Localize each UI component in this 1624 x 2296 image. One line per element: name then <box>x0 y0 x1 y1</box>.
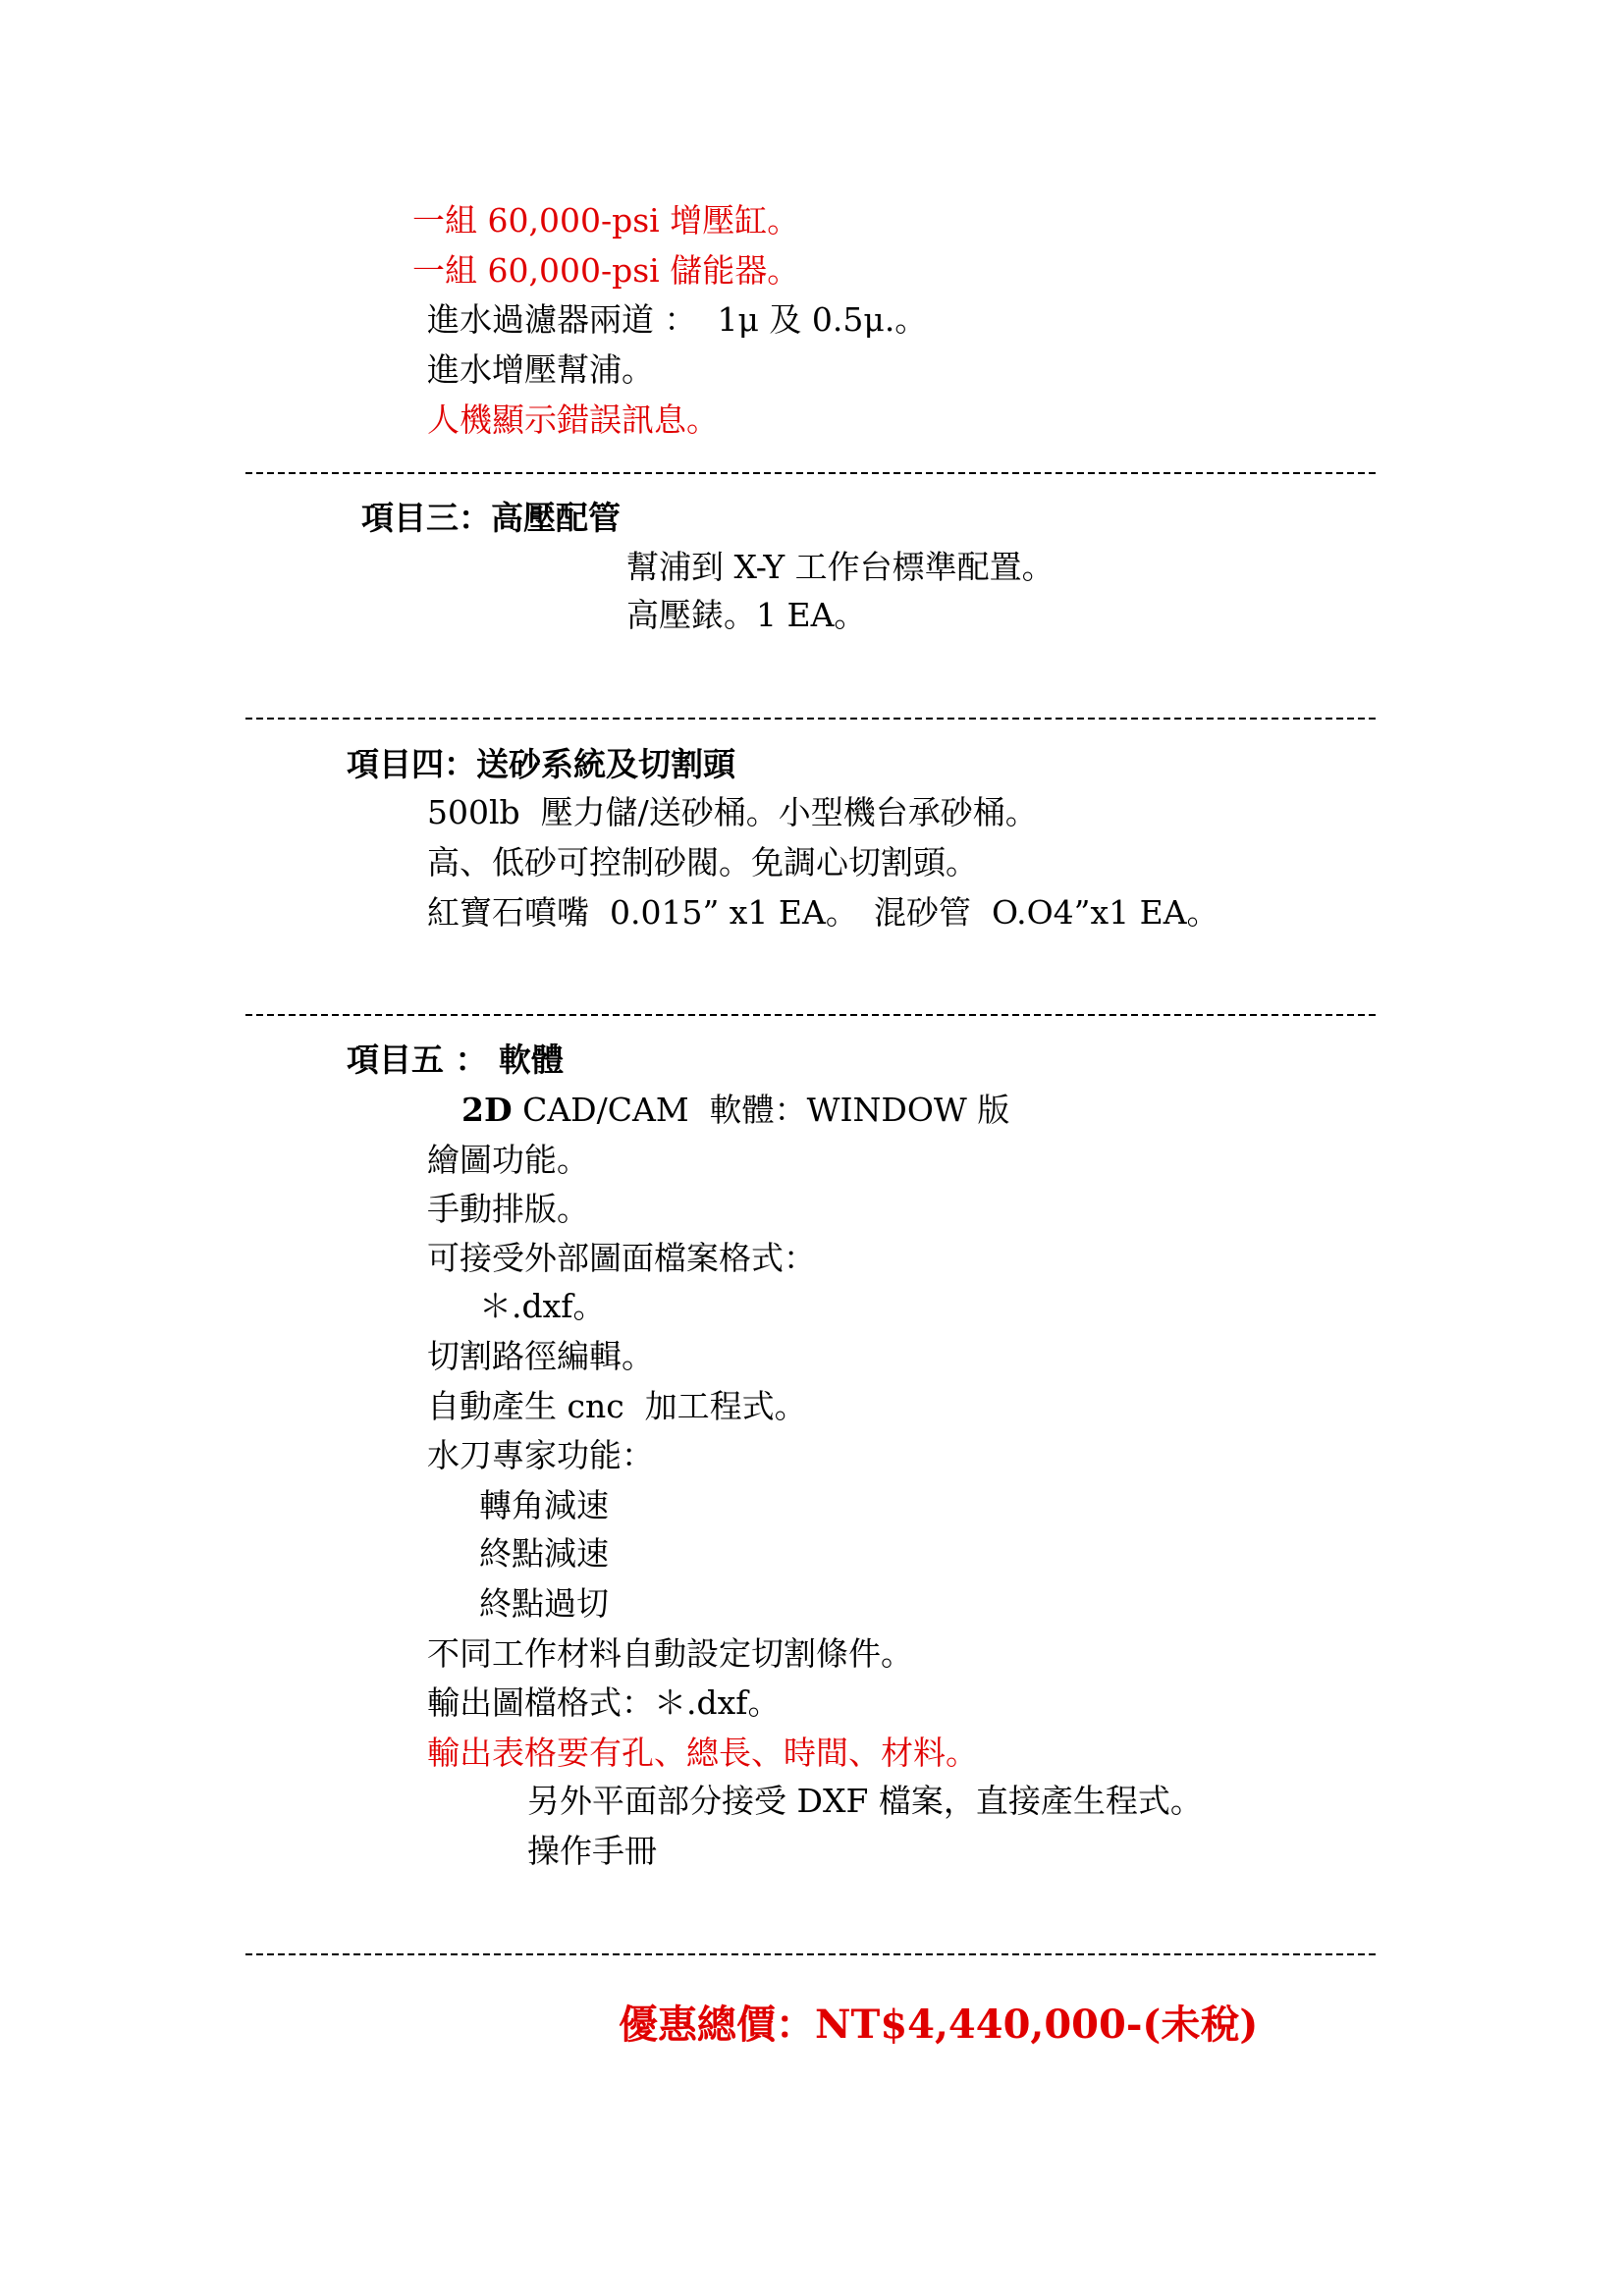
software-rest: CAD/CAM 軟體：WINDOW 版 <box>512 1091 1010 1129</box>
section5-dxf-direct: 另外平面部分接受 DXF 檔案，直接產生程式。 <box>527 1782 1203 1820</box>
section-divider <box>245 718 1378 720</box>
pump-filter: 進水過濾器兩道 ： 1μ 及 0.5μ.。 <box>427 300 928 339</box>
section4-item: 500lb 壓力儲/送砂桶。小型機台承砂桶。 <box>427 793 1038 831</box>
pump-intensifier: 一組 60,000-psi 增壓缸。 <box>412 201 800 240</box>
section-divider <box>245 472 1378 474</box>
section-divider <box>245 1953 1378 1955</box>
section5-export-format: 輸出圖檔格式：＊.dxf。 <box>427 1683 781 1722</box>
section5-expert-item: 終點過切 <box>479 1584 609 1623</box>
section5-expert: 水刀專家功能： <box>427 1436 654 1474</box>
section5-nesting: 手動排版。 <box>427 1190 589 1228</box>
section5-export-table: 輸出表格要有孔、總長、時間、材料。 <box>427 1734 978 1772</box>
section5-import-formats: 可接受外部圖面檔案格式： <box>427 1239 816 1277</box>
section5-drawing: 繪圖功能。 <box>427 1141 589 1179</box>
section5-title: 項目五 ： 軟體 <box>347 1041 564 1079</box>
pump-booster: 進水增壓幫浦。 <box>427 350 654 389</box>
section3-item: 高壓錶。1 EA。 <box>626 596 867 634</box>
section4-title: 項目四：送砂系統及切割頭 <box>347 745 735 783</box>
pump-hmi: 人機顯示錯誤訊息。 <box>427 400 719 439</box>
total-price: 優惠總價：NT$4,440,000-(未稅) <box>619 2002 1259 2048</box>
section4-mixing-tube: 混砂管 O.O4”x1 EA。 <box>874 893 1219 932</box>
section4-nozzle: 紅寶石噴嘴 0.015” x1 EA。 <box>427 893 858 932</box>
section5-material-auto: 不同工作材料自動設定切割條件。 <box>427 1634 913 1673</box>
section5-manual: 操作手冊 <box>527 1832 657 1870</box>
software-bold-prefix: 2D <box>461 1091 513 1129</box>
section5-cnc-gen: 自動產生 cnc 加工程式。 <box>427 1387 807 1425</box>
pump-accumulator: 一組 60,000-psi 儲能器。 <box>412 251 800 290</box>
section5-expert-item: 轉角減速 <box>479 1486 609 1524</box>
section4-item: 高、低砂可控制砂閥。免調心切割頭。 <box>427 843 978 881</box>
section5-path-edit: 切割路徑編輯。 <box>427 1337 654 1375</box>
section5-expert-item: 終點減速 <box>479 1534 609 1573</box>
section-divider <box>245 1014 1378 1016</box>
section5-import-dxf: ＊.dxf。 <box>479 1287 606 1325</box>
section5-software-line <box>461 1091 1009 1130</box>
section3-title: 項目三：高壓配管 <box>361 499 621 537</box>
section3-item: 幫浦到 X-Y 工作台標準配置。 <box>626 548 1055 586</box>
